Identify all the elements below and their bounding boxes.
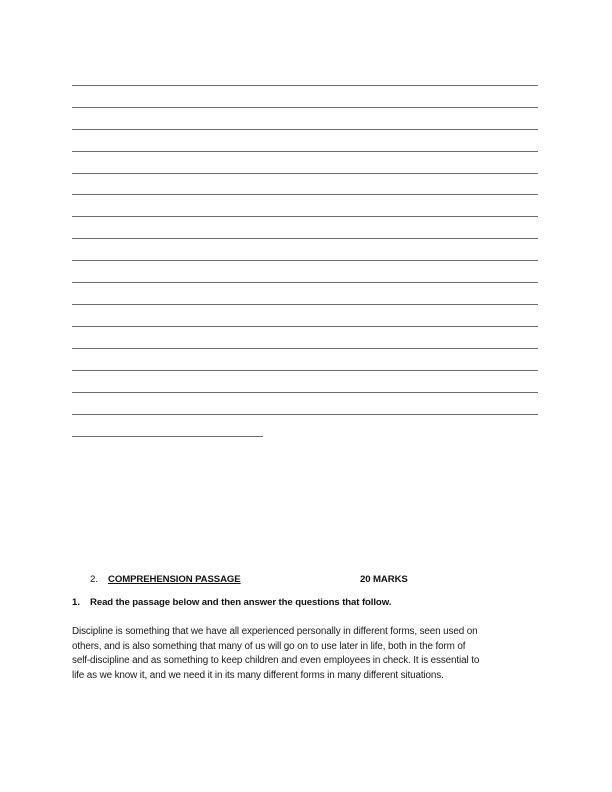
answer-line — [72, 304, 538, 305]
answer-line — [72, 194, 538, 195]
passage-line: life as we know it, and we need it in its many different forms in many different situations. — [72, 669, 444, 681]
answer-line — [72, 260, 538, 261]
answer-line — [72, 151, 538, 152]
comprehension-passage — [72, 625, 542, 683]
answer-line — [72, 348, 538, 349]
answer-line — [72, 282, 538, 283]
answer-line — [72, 129, 538, 130]
question-instruction — [0, 597, 612, 611]
answer-line — [72, 85, 538, 86]
section-title: COMPREHENSION PASSAGE — [108, 574, 241, 585]
passage-line: others, and is also something that many of us will go on to use later in life, both in the form of — [72, 640, 466, 652]
answer-line — [72, 216, 538, 217]
answer-line — [72, 392, 538, 393]
answer-line — [72, 238, 538, 239]
section-heading — [0, 574, 612, 588]
answer-line — [72, 173, 538, 174]
answer-line — [72, 326, 538, 327]
section-marks: 20 MARKS — [360, 574, 408, 585]
answer-line-short — [72, 436, 263, 437]
instruction-number: 1. — [72, 597, 81, 608]
answer-line — [72, 414, 538, 415]
passage-line: Discipline is something that we have all experienced personally in different forms, seen used on — [72, 626, 478, 637]
section-number: 2. — [90, 574, 99, 585]
instruction-text: Read the passage below and then answer the questions that follow. — [90, 597, 392, 608]
passage-line: self-discipline and as something to keep children and even employees in check. It is essential to — [72, 655, 480, 667]
answer-line — [72, 370, 538, 371]
answer-line — [72, 107, 538, 108]
